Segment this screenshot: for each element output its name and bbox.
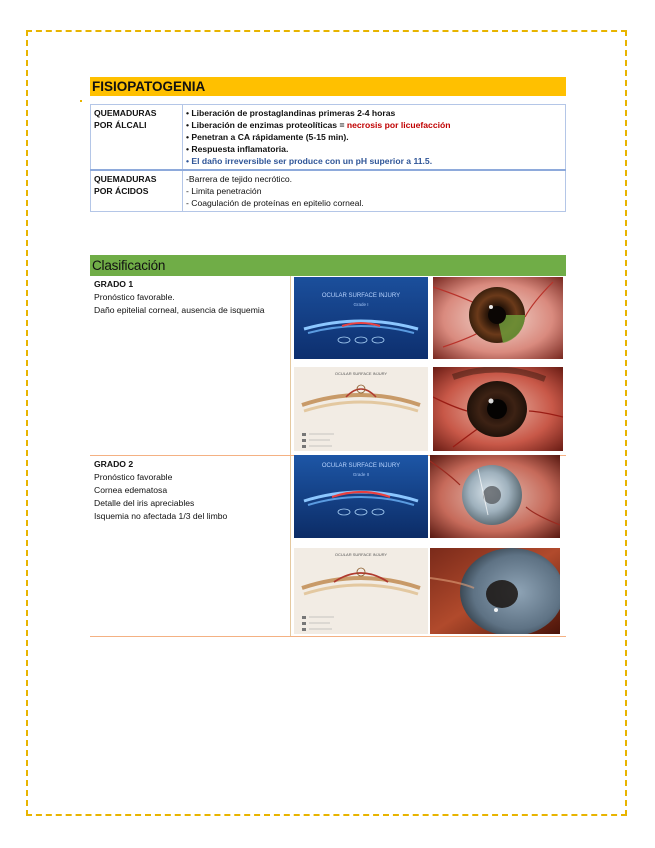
- alcali-label-line1: QUEMADURAS: [94, 108, 157, 118]
- grade2-slide-image: [294, 455, 428, 538]
- slide2-title: OCULAR SURFACE INJURY: [321, 463, 401, 469]
- grade2-eye-photo: [430, 455, 560, 538]
- acidos-label-line1: QUEMADURAS: [94, 174, 157, 184]
- acidos-line-2: - Limita penetración: [186, 186, 262, 196]
- grado1-text: [90, 276, 291, 456]
- grado2-line-1: Pronóstico favorable: [94, 472, 173, 482]
- alcali-bullet-5: • El daño irreversible ser produce con un pH superior a 11.5.: [186, 156, 433, 166]
- grado2-text: [90, 456, 291, 637]
- fisiopatogenia-table: [90, 104, 566, 212]
- grado2-line-2: Cornea edematosa: [94, 485, 168, 495]
- acidos-label: [91, 170, 183, 212]
- grade1-chart-image: [294, 367, 428, 451]
- grade1-eye-photo-2: [433, 367, 563, 451]
- table-row-alcali: [91, 105, 566, 171]
- grado1-line-1: Pronóstico favorable.: [94, 292, 175, 302]
- alcali-bullet-4: • Respuesta inflamatoria.: [186, 144, 289, 154]
- alcali-label-line2: POR ÁLCALI: [94, 120, 147, 130]
- table-row-acidos: [91, 170, 566, 212]
- grado2-line-3: Detalle del iris apreciables: [94, 498, 195, 508]
- grado2-title: GRADO 2: [94, 459, 134, 469]
- grade2-chart-image: [294, 548, 428, 634]
- grado2-line-4: Isquemia no afectada 1/3 del limbo: [94, 511, 228, 521]
- alcali-bullet-2-text: • Liberación de enzimas proteolíticas =: [186, 120, 347, 130]
- slide2-subtitle: Grade II: [352, 472, 370, 477]
- slide1-title: OCULAR SURFACE INJURY: [321, 293, 401, 299]
- slide1-subtitle: Grade I: [353, 302, 369, 307]
- grado1-line-2: Daño epitelial corneal, ausencia de isquemia: [94, 305, 265, 315]
- alcali-bullet-2: [186, 119, 562, 131]
- grade1-slide-image: [294, 277, 428, 359]
- fisiopatogenia-title: FISIOPATOGENIA: [90, 77, 566, 96]
- acidos-line-3: - Coagulación de proteínas en epitelio corneal.: [186, 198, 364, 208]
- chart1-title: OCULAR SURFACE INJURY: [334, 371, 388, 376]
- grade2-eye-photo-2: [430, 548, 560, 634]
- acidos-line-1: -Barrera de tejido necrótico.: [186, 174, 293, 184]
- grado1-title: GRADO 1: [94, 279, 134, 289]
- alcali-content: [183, 105, 566, 171]
- alcali-label: [91, 105, 183, 171]
- acidos-label-line2: POR ÁCIDOS: [94, 186, 149, 196]
- alcali-bullet-1: • Liberación de prostaglandinas primeras 2-4 horas: [186, 108, 396, 118]
- clasificacion-title: Clasificación: [90, 255, 566, 276]
- alcali-bullet-3: • Penetran a CA rápidamente (5-15 min).: [186, 132, 349, 142]
- grade1-eye-photo: [433, 277, 563, 359]
- acidos-content: [183, 170, 566, 212]
- border-mark: [80, 100, 82, 102]
- necrosis-highlight: necrosis por licuefacción: [346, 120, 451, 130]
- chart2-title: OCULAR SURFACE INJURY: [334, 552, 388, 557]
